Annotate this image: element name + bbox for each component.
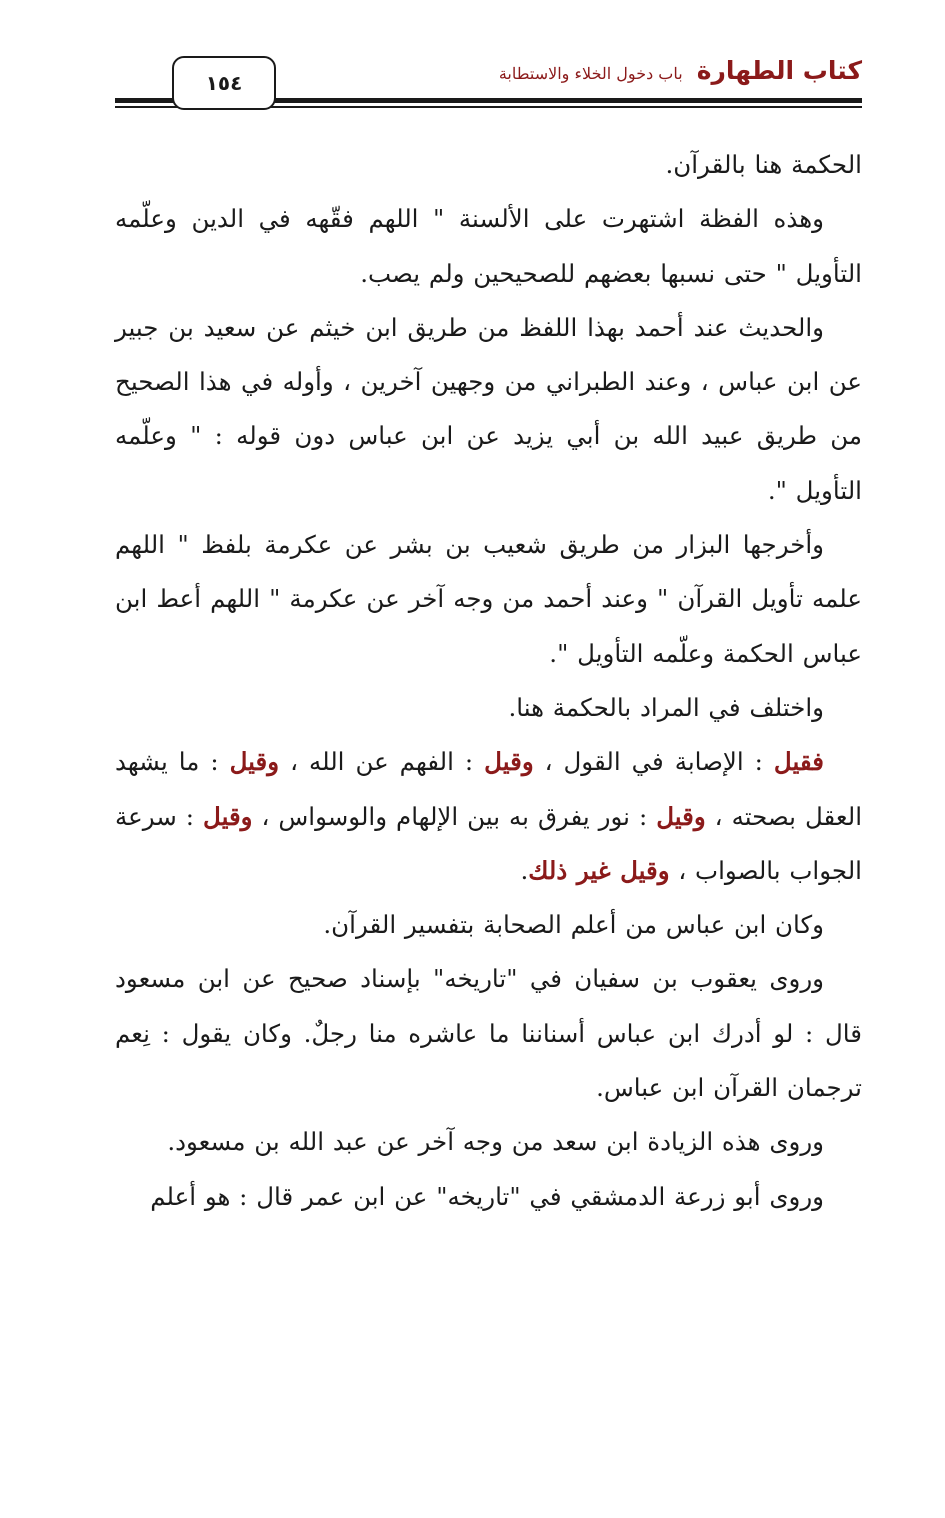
highlighted-term: فقيل — [773, 747, 824, 777]
text-run: : نور يفرق به بين الإلهام والوسواس ، — [252, 801, 657, 831]
text-run: وهذه الفظة اشتهرت على الألسنة " اللهم فقّهه في الدين وعلّمه التأويل " حتى نسبها بعضهم للصحيحين ولم يصب. — [115, 204, 862, 288]
paragraph — [115, 1115, 862, 1169]
text-run: وروى هذه الزيادة ابن سعد من وجه آخر عن عبد الله بن مسعود. — [167, 1127, 824, 1157]
highlighted-term: وقيل — [203, 801, 253, 831]
page-number: ١٥٤ — [205, 71, 243, 95]
book-title: كتاب الطهارة — [696, 56, 862, 85]
text-run: الحكمة هنا بالقرآن. — [665, 150, 862, 179]
text-run: : ما يشهد العقل بصحته ، — [115, 747, 862, 831]
paragraph — [115, 735, 862, 898]
paragraph — [115, 301, 862, 518]
header-titles — [499, 56, 862, 85]
chapter-title: باب دخول الخلاء والاستطابة — [498, 64, 683, 83]
text-run: : الفهم عن الله ، — [279, 747, 485, 777]
paragraph — [115, 681, 862, 735]
text-run: : الإصابة في القول ، — [533, 747, 774, 777]
highlighted-term: وقيل غير ذلك — [528, 855, 670, 885]
paragraph — [115, 952, 862, 1115]
text-run: وروى يعقوب بن سفيان في "تاريخه" بإسناد صحيح عن ابن مسعود قال : لو أدرك ابن عباس أسناننا ما عاشره منا رجلٌ. وكان يقول : نِعم ترجمان القرآن ابن عباس. — [115, 964, 862, 1103]
page-header — [115, 52, 862, 112]
paragraph — [115, 1170, 862, 1224]
highlighted-term: وقيل — [484, 747, 534, 777]
text-run: وكان ابن عباس من أعلم الصحابة بتفسير القرآن. — [323, 910, 824, 940]
text-run: واختلف في المراد بالحكمة هنا. — [508, 692, 824, 722]
text-run: : سرعة الجواب بالصواب ، — [115, 801, 862, 885]
paragraph — [115, 138, 862, 192]
text-run: والحديث عند أحمد بهذا اللفظ من طريق ابن خيثم عن سعيد بن جبير عن ابن عباس ، وعند الطبراني من وجهين آخرين ، وأوله في هذا الصحيح من طريق عبيد الله بن أبي يزيد عن ابن عباس دون قوله : " وعلّمه التأويل ". — [115, 312, 862, 505]
highlighted-term: وقيل — [229, 747, 280, 777]
highlighted-term: وقيل — [656, 801, 706, 831]
text-run: . — [520, 855, 529, 885]
text-run: وأخرجها البزار من طريق شعيب بن بشر عن عكرمة بلفظ " اللهم علمه تأويل القرآن " وعند أحمد من وجه آخر عن عكرمة " اللهم أعط ابن عباس الحكمة وعلّمه التأويل ". — [115, 530, 862, 668]
text-run: وروى أبو زرعة الدمشقي في "تاريخه" عن ابن عمر قال : هو أعلم — [150, 1181, 824, 1211]
page-number-box — [172, 56, 276, 110]
paragraph — [115, 192, 862, 301]
paragraph — [115, 518, 862, 681]
body-text — [115, 138, 862, 1224]
paragraph — [115, 898, 862, 952]
